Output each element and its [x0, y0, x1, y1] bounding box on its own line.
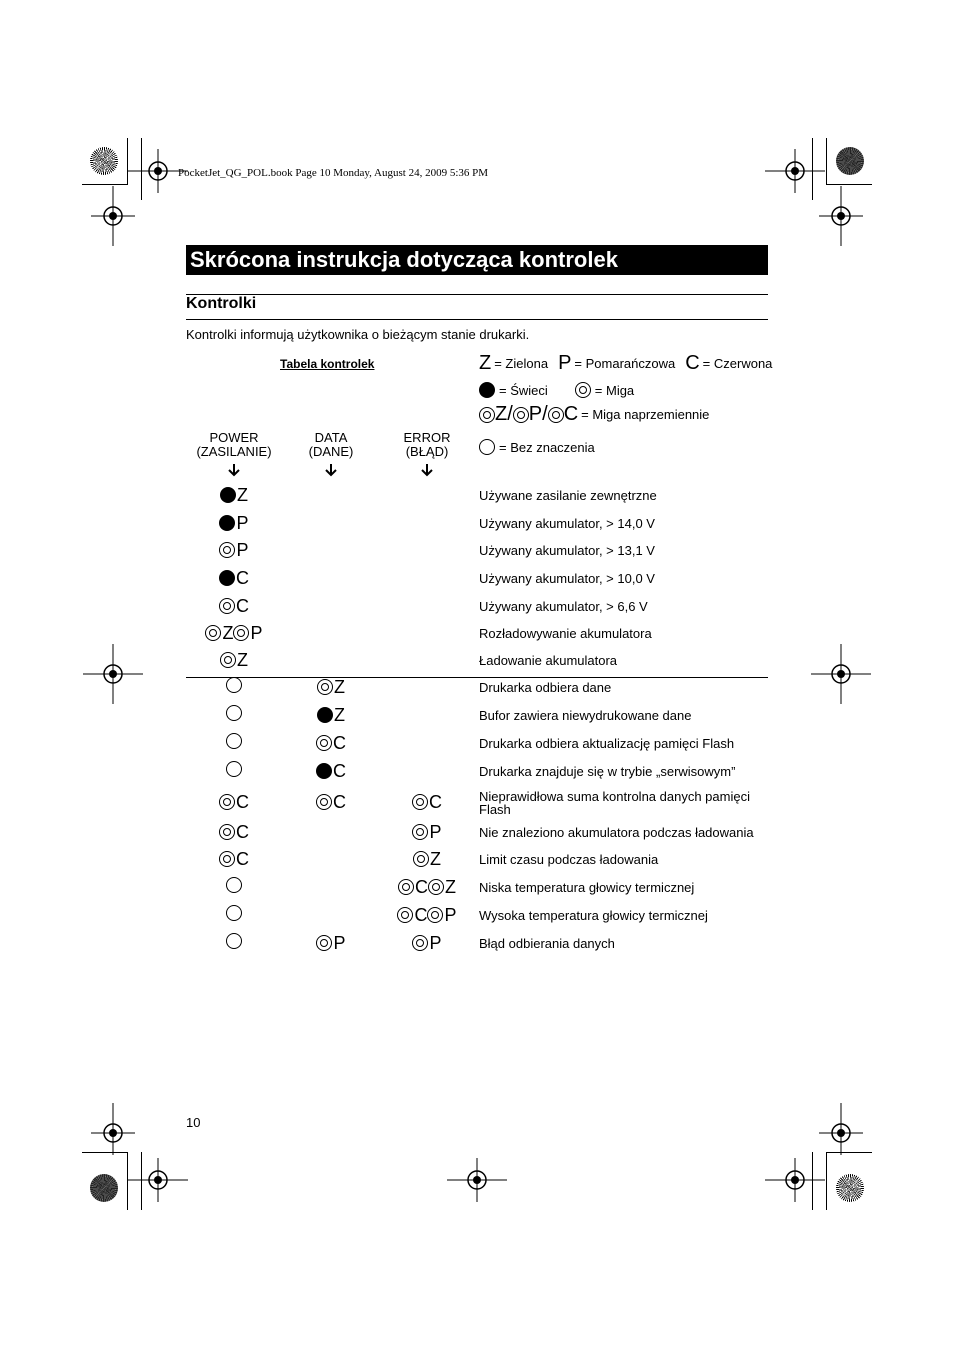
row-description: Używany akumulator, > 6,6 V [479, 599, 648, 614]
cell-power [186, 822, 282, 842]
crosshair-icon [811, 186, 871, 246]
column-header-data [286, 431, 376, 459]
led-color-letter: Z [237, 650, 248, 670]
row-description: Używany akumulator, > 10,0 V [479, 571, 655, 586]
led-symbol [219, 540, 248, 560]
cell-data [283, 792, 379, 812]
led-off-icon [226, 905, 242, 921]
cell-data [283, 933, 379, 953]
led-blink-icon [233, 625, 249, 641]
crosshair-icon [765, 1150, 825, 1210]
led-color-letter: P [429, 822, 442, 842]
led-blink-icon [397, 907, 413, 923]
section-rule-bottom [186, 319, 768, 320]
led-blink-icon [412, 794, 428, 810]
arrow-down-icon [419, 463, 435, 477]
column-header-error [382, 431, 472, 459]
led-blink-icon [219, 542, 235, 558]
led-symbol [412, 822, 441, 842]
led-symbol [226, 905, 242, 921]
row-description: Drukarka odbiera aktualizację pamięci Flash [479, 736, 735, 751]
cell-error [379, 792, 475, 812]
column-header-power-line1: POWER [209, 430, 259, 445]
cell-data [283, 677, 379, 697]
led-symbol [413, 849, 441, 869]
column-header-data-line2: (DANE) [308, 444, 354, 459]
led-symbol [316, 933, 345, 953]
led-blink-icon [205, 625, 221, 641]
crosshair-icon [811, 644, 871, 704]
led-symbol [397, 905, 427, 925]
led-symbol [316, 761, 346, 781]
led-color-letter: Z [430, 849, 441, 869]
led-symbol [428, 877, 456, 897]
legend-on-text: = Świeci [499, 382, 548, 398]
legend-alt-c: C [563, 403, 579, 425]
led-color-letter: C [333, 761, 346, 781]
led-blink-icon [219, 851, 235, 867]
legend-p-symbol: P [558, 352, 572, 374]
led-on-icon [220, 487, 236, 503]
led-blink-icon [412, 824, 428, 840]
led-on-icon [219, 570, 235, 586]
led-symbol [219, 822, 249, 842]
legend-colors [479, 352, 772, 375]
row-description: Używany akumulator, > 13,1 V [479, 543, 655, 558]
cell-power [186, 485, 282, 505]
led-symbol [317, 705, 345, 725]
led-symbol [233, 623, 262, 643]
led-symbol [412, 792, 442, 812]
led-blink-icon [413, 851, 429, 867]
led-blink-icon [317, 679, 333, 695]
led-symbol [205, 623, 233, 643]
cell-error [379, 905, 475, 925]
led-color-letter: P [250, 623, 263, 643]
led-symbol [219, 792, 249, 812]
legend-off [479, 439, 595, 455]
row-description: Używane zasilanie zewnętrzne [479, 488, 657, 503]
cell-power [186, 761, 282, 777]
led-color-letter: C [236, 792, 249, 812]
column-header-error-line1: ERROR [403, 430, 451, 445]
section-rule-top [186, 294, 768, 295]
led-blink-icon [220, 652, 236, 668]
legend-p-text: = Pomarańczowa [574, 356, 676, 371]
led-color-letter: C [429, 792, 442, 812]
cell-power [186, 677, 282, 693]
cell-data [283, 705, 379, 725]
led-symbol [219, 849, 249, 869]
led-off-icon [226, 761, 242, 777]
cell-power [186, 849, 282, 869]
led-blink-icon [479, 407, 495, 423]
registration-rosette-icon [836, 1174, 864, 1202]
row-description: Bufor zawiera niewydrukowane dane [479, 708, 692, 723]
row-description: Limit czasu podczas ładowania [479, 852, 659, 867]
led-color-letter: Z [222, 623, 234, 643]
led-color-letter: P [429, 933, 442, 953]
led-color-letter: C [236, 849, 249, 869]
led-symbol [219, 568, 249, 588]
led-symbol [226, 705, 242, 721]
led-color-letter: C [333, 733, 346, 753]
column-header-error-line2: (BŁĄD) [405, 444, 449, 459]
crosshair-icon [83, 644, 143, 704]
led-symbol [219, 596, 249, 616]
row-description: Nieprawidłowa suma kontrolna danych pamięci Flash [479, 789, 750, 817]
led-symbol [226, 933, 242, 949]
legend-blink-text: = Miga [594, 382, 635, 398]
led-symbol [317, 677, 345, 697]
cell-error [379, 877, 475, 897]
cell-power [186, 733, 282, 749]
crosshair-icon [83, 186, 143, 246]
led-color-letter: C [414, 905, 428, 925]
led-off-icon [479, 439, 495, 455]
column-header-power [189, 431, 279, 459]
led-color-letter: C [236, 596, 249, 616]
led-color-letter: Z [334, 705, 345, 725]
led-color-letter: P [236, 513, 249, 533]
page-title: Skrócona instrukcja dotycząca kontrolek [186, 245, 768, 275]
led-blink-icon [412, 935, 428, 951]
cell-power [186, 905, 282, 921]
arrow-down-icon [323, 463, 339, 477]
led-symbol [226, 733, 242, 749]
led-blink-icon [219, 824, 235, 840]
legend-z-symbol: Z [479, 352, 492, 374]
legend-alternate [479, 403, 709, 426]
cell-error [379, 933, 475, 953]
led-color-letter: P [444, 905, 457, 925]
row-description: Błąd odbierania danych [479, 936, 615, 951]
row-description: Niska temperatura głowicy termicznej [479, 880, 695, 895]
led-color-letter: Z [445, 877, 456, 897]
legend-off-text: = Bez znaczenia [499, 439, 595, 455]
legend-states [479, 382, 634, 398]
row-description: Używany akumulator, > 14,0 V [479, 516, 655, 531]
led-color-letter: C [415, 877, 428, 897]
led-off-icon [226, 705, 242, 721]
cell-power [186, 513, 282, 533]
cell-error [379, 849, 475, 869]
led-symbol [412, 933, 441, 953]
column-header-data-line1: DATA [314, 430, 348, 445]
row-description: Ładowanie akumulatora [479, 653, 618, 668]
legend-c-symbol: C [685, 352, 700, 374]
row-description: Wysoka temperatura głowicy termicznej [479, 908, 708, 923]
led-off-icon [226, 933, 242, 949]
led-blink-icon [575, 382, 591, 398]
legend-alt-p: P/ [528, 403, 548, 425]
cell-data [283, 761, 379, 781]
cell-power [186, 877, 282, 893]
intro-text: Kontrolki informują użytkownika o bieżącym stanie drukarki. [186, 327, 530, 342]
led-color-letter: P [236, 540, 249, 560]
led-off-icon [226, 877, 242, 893]
cell-power [186, 568, 282, 588]
led-symbol [226, 677, 242, 693]
led-color-letter: C [333, 792, 346, 812]
legend-alternate-text: = Miga naprzemiennie [581, 407, 710, 422]
led-blink-icon [316, 735, 332, 751]
led-off-icon [226, 733, 242, 749]
column-header-power-line2: (ZASILANIE) [196, 444, 272, 459]
led-color-letter: Z [334, 677, 345, 697]
registration-rosette-icon [90, 1174, 118, 1202]
led-blink-icon [428, 879, 444, 895]
led-on-icon [317, 707, 333, 723]
cell-power [186, 933, 282, 949]
led-symbol [226, 761, 242, 777]
cell-error [379, 822, 475, 842]
led-symbol [398, 877, 428, 897]
led-color-letter: P [333, 933, 346, 953]
led-symbol [316, 792, 346, 812]
led-symbol [226, 877, 242, 893]
arrow-down-icon [226, 463, 242, 477]
crosshair-icon [128, 1150, 188, 1210]
led-blink-icon [219, 794, 235, 810]
led-on-icon [479, 382, 495, 398]
cell-power [186, 792, 282, 812]
registration-rosette-icon [90, 147, 118, 175]
led-on-icon [219, 515, 235, 531]
page-number: 10 [186, 1115, 201, 1130]
cell-power [186, 650, 282, 670]
section-title: Kontrolki [186, 295, 257, 312]
led-blink-icon [316, 935, 332, 951]
row-description: Drukarka odbiera dane [479, 680, 612, 695]
table-title: Tabela kontrolek [280, 357, 375, 371]
legend-alt-z: Z/ [495, 403, 513, 425]
led-symbol [427, 905, 456, 925]
row-description: Rozładowywanie akumulatora [479, 626, 652, 641]
crosshair-icon [447, 1150, 507, 1210]
cell-data [283, 733, 379, 753]
cell-power [186, 623, 282, 643]
led-symbol [219, 513, 248, 533]
led-symbol [220, 650, 248, 670]
cell-power [186, 596, 282, 616]
led-blink-icon [219, 598, 235, 614]
led-color-letter: Z [237, 485, 248, 505]
led-off-icon [226, 677, 242, 693]
legend-c-text: = Czerwona [702, 356, 773, 371]
led-blink-icon [548, 407, 564, 423]
book-header: PocketJet_QG_POL.book Page 10 Monday, August 24, 2009 5:36 PM [178, 167, 489, 179]
led-blink-icon [398, 879, 414, 895]
cell-power [186, 705, 282, 721]
led-blink-icon [513, 407, 529, 423]
row-description: Nie znaleziono akumulatora podczas ładowania [479, 825, 754, 840]
led-blink-icon [427, 907, 443, 923]
led-color-letter: C [236, 568, 249, 588]
row-description: Drukarka znajduje się w trybie „serwisowym” [479, 764, 736, 779]
led-blink-icon [316, 794, 332, 810]
led-on-icon [316, 763, 332, 779]
led-color-letter: C [236, 822, 249, 842]
led-symbol [220, 485, 248, 505]
legend-z-text: = Zielona [494, 356, 549, 371]
led-symbol [316, 733, 346, 753]
cell-power [186, 540, 282, 560]
registration-rosette-icon [836, 147, 864, 175]
